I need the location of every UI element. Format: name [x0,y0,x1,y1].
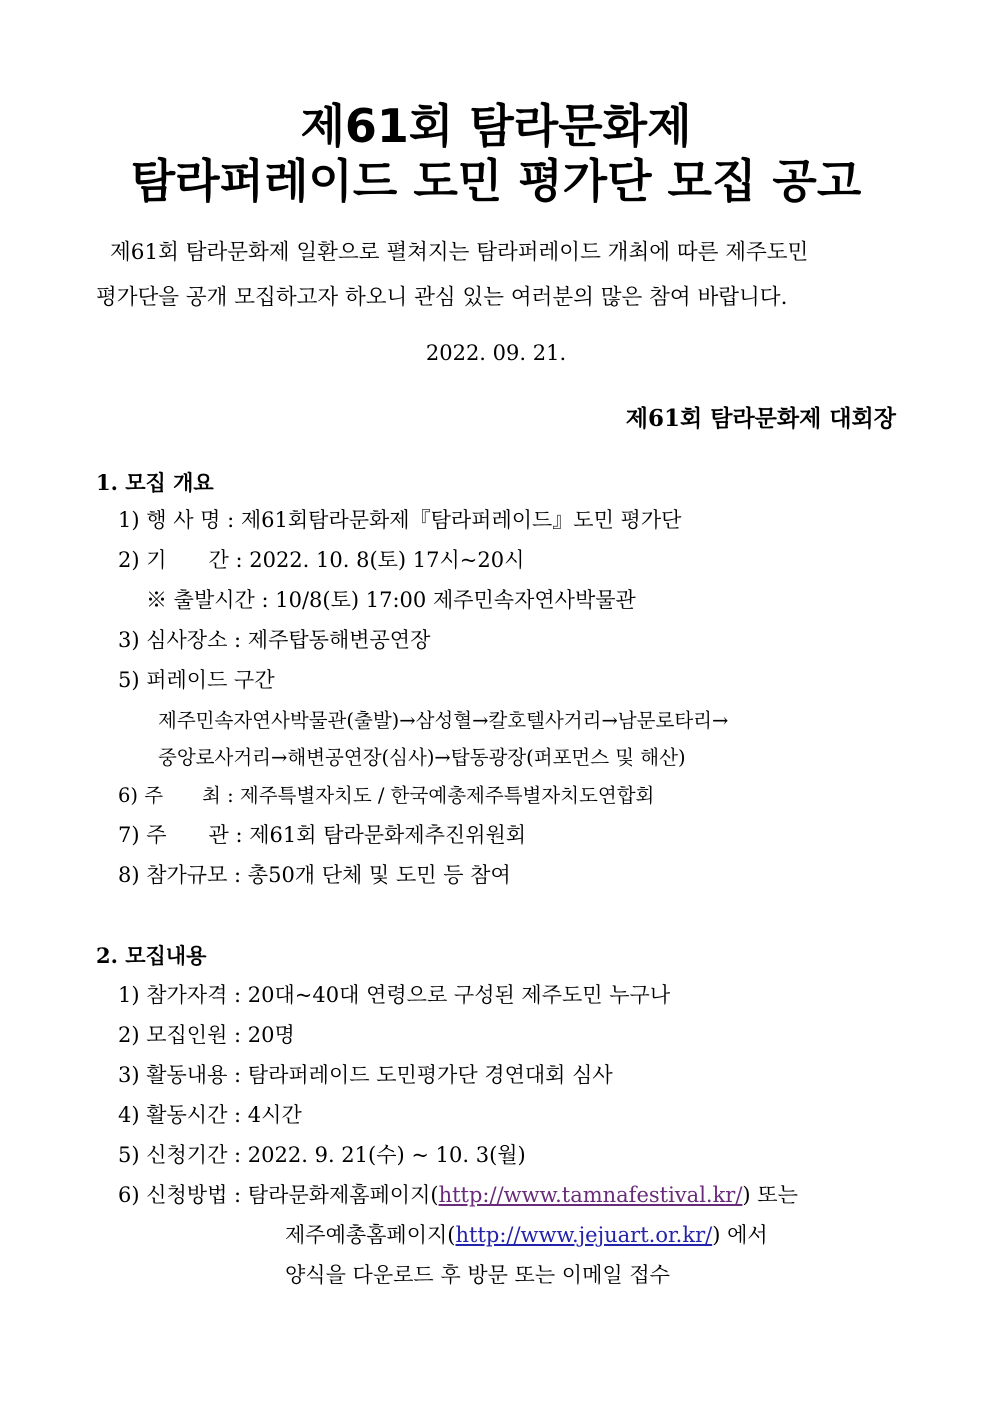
item-organizer: 7) 주 관 : 제61회 탐라문화제추진위원회 [118,823,527,847]
section2-heading: 2. 모집내용 [96,943,207,968]
organizer-signature: 제61회 탐라문화제 대회장 [625,405,896,432]
item-route-line1: 제주민속자연사박물관(출발)→삼성혈→칼호텔사거리→남문로타리→ [158,709,729,732]
item-activity: 3) 활동내용 : 탐라퍼레이드 도민평가단 경연대회 심사 [118,1063,613,1087]
method-line2-suffix: ) 에서 [712,1223,768,1247]
section1-heading: 1. 모집 개요 [96,470,214,495]
intro-line2: 평가단을 공개 모집하고자 하오니 관심 있는 여러분의 많은 참여 바랍니다. [96,285,788,310]
page-title-line1: 제61회 탐라문화제 [300,99,692,153]
item-venue: 3) 심사장소 : 제주탑동해변공연장 [118,628,431,652]
intro-line1: 제61회 탐라문화제 일환으로 펼쳐지는 탐라퍼레이드 개최에 따른 제주도민 [110,240,809,265]
item-method-line3: 양식을 다운로드 후 방문 또는 이메일 접수 [285,1263,670,1287]
item-scale: 8) 참가규모 : 총50개 단체 및 도민 등 참여 [118,863,511,887]
item-host: 6) 주 최 : 제주특별자치도 / 한국예총제주특별자치도연합회 [118,784,655,807]
item-hours: 4) 활동시간 : 4시간 [118,1103,302,1127]
item-method-line2 [285,1222,768,1248]
announcement-date: 2022. 09. 21. [425,341,567,365]
page-title-line2: 탐라퍼레이드 도민 평가단 모집 공고 [130,154,862,208]
item-apply-period: 5) 신청기간 : 2022. 9. 21(수) ~ 10. 3(월) [118,1143,526,1167]
method-prefix: 6) 신청방법 : 탐라문화제홈페이지( [118,1183,439,1207]
item-departure-note: ※ 출발시간 : 10/8(토) 17:00 제주민속자연사박물관 [146,588,636,612]
method-line2-prefix: 제주예총홈페이지( [285,1223,456,1247]
item-recruits: 2) 모집인원 : 20명 [118,1023,295,1047]
item-eligibility: 1) 참가자격 : 20대~40대 연령으로 구성된 제주도민 누구나 [118,983,671,1007]
item-route-line2: 중앙로사거리→해변공연장(심사)→탑동광장(퍼포먼스 및 해산) [158,746,686,769]
item-method-line1 [118,1182,798,1208]
jejuart-link[interactable]: http://www.jejuart.or.kr/ [455,1223,713,1247]
item-route-label: 5) 퍼레이드 구간 [118,668,275,692]
method-mid1: ) 또는 [742,1183,798,1207]
item-period: 2) 기 간 : 2022. 10. 8(토) 17시~20시 [118,548,525,572]
tamnafestival-link[interactable]: http://www.tamnafestival.kr/ [438,1183,743,1207]
item-event-name: 1) 행 사 명 : 제61회탐라문화제『탐라퍼레이드』도민 평가단 [118,508,682,532]
